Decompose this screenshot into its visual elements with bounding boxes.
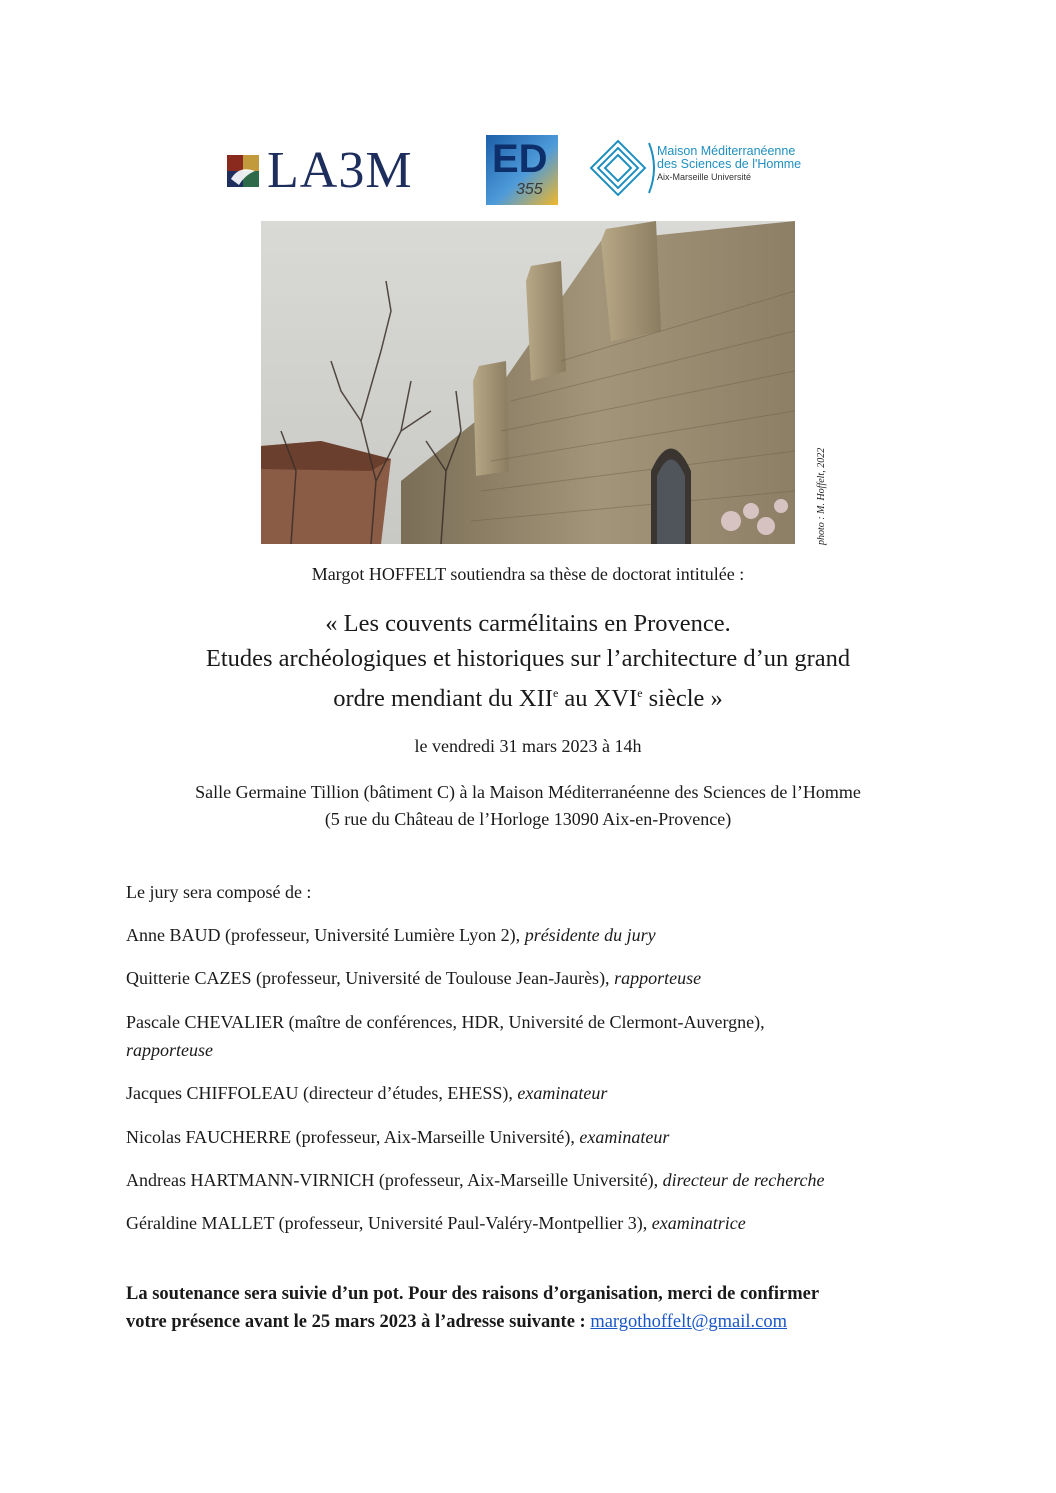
reception-note: [126, 1280, 926, 1336]
note-line2-text: votre présence avant le 25 mars 2023 à l’adresse suivante :: [126, 1312, 591, 1332]
jury-member-role: directeur de recherche: [662, 1170, 825, 1190]
title-superscript: e: [637, 686, 643, 700]
title-part: ordre mendiant du XII: [333, 685, 553, 712]
defense-location: [0, 779, 1056, 833]
jury-member-role: présidente du jury: [524, 925, 656, 945]
mmsh-university: Aix-Marseille Université: [657, 172, 752, 182]
title-superscript: e: [552, 686, 559, 700]
jury-member: [126, 1081, 607, 1106]
jury-heading: Le jury sera composé de :: [126, 882, 312, 902]
intro-text: Margot HOFFELT soutiendra sa thèse de doctorat intitulée :: [311, 564, 745, 584]
jury-member: [126, 923, 656, 948]
mmsh-emblem-icon: [585, 137, 655, 199]
la3m-wordmark: LA3M: [267, 142, 413, 199]
title-part: siècle »: [642, 685, 723, 712]
jury-member-name: Quitterie CAZES (professeur, Université de Toulouse Jean-Jaurès),: [126, 968, 615, 988]
ed-number: 355: [516, 181, 543, 198]
thesis-title-line1: « Les couvents carmélitains en Provence.: [325, 610, 731, 637]
defense-date: le vendredi 31 mars 2023 à 14h: [414, 736, 642, 756]
email-link[interactable]: margothoffelt@gmail.com: [590, 1312, 788, 1332]
convent-photo: [261, 221, 795, 544]
jury-member-name: Andreas HARTMANN-VIRNICH (professeur, Aix-Marseille Université),: [126, 1170, 663, 1190]
jury-member-role: rapporteuse: [126, 1040, 213, 1060]
jury-member-name: Jacques CHIFFOLEAU (directeur d’études, EHESS),: [126, 1083, 518, 1103]
mmsh-name-line2: des Sciences de l'Homme: [657, 157, 802, 171]
jury-member: [126, 966, 701, 991]
jury-member-name: Géraldine MALLET (professeur, Université Paul-Valéry-Montpellier 3),: [126, 1213, 652, 1233]
location-line1: Salle Germaine Tillion (bâtiment C) à la Maison Méditerranéenne des Sciences de l’Homme: [195, 782, 861, 802]
jury-member-name: Pascale CHEVALIER (maître de conférences, HDR, Université de Clermont-Auvergne),: [126, 1012, 765, 1032]
jury-member-name: Nicolas FAUCHERRE (professeur, Aix-Marseille Université),: [126, 1127, 580, 1147]
note-line1: La soutenance sera suivie d’un pot. Pour des raisons d’organisation, merci de confirmer: [126, 1284, 820, 1304]
logos-header: [0, 133, 1056, 208]
mmsh-logo: [585, 137, 835, 199]
thesis-title-line2: Etudes archéologiques et historiques sur l’architecture d’un grand: [205, 645, 851, 672]
mmsh-name-line1: Maison Méditerranéenne: [657, 144, 796, 158]
jury-member-role: examinateur: [579, 1127, 670, 1147]
photo-credit: [802, 425, 827, 545]
jury-member: [126, 1125, 669, 1150]
title-part: au XVI: [558, 685, 638, 712]
thesis-title-line3: [0, 676, 1056, 716]
la3m-logo: [225, 141, 450, 201]
jury-member-role: examinateur: [517, 1083, 608, 1103]
photo-credit-text: photo : M. Hoffelt, 2022: [816, 447, 827, 545]
location-line2: (5 rue du Château de l’Horloge 13090 Aix-en-Provence): [324, 809, 732, 829]
jury-member: [126, 1010, 765, 1035]
jury-member: [126, 1168, 825, 1193]
jury-member-role-continued: [126, 1038, 213, 1063]
jury-member-name: Anne BAUD (professeur, Université Lumière Lyon 2),: [126, 925, 525, 945]
jury-member: [126, 1211, 746, 1236]
ed-letters: ED: [492, 137, 548, 181]
jury-member-role: rapporteuse: [614, 968, 702, 988]
note-line2: [126, 1308, 926, 1336]
ed355-logo: [486, 135, 558, 205]
jury-member-role: examinatrice: [651, 1213, 746, 1233]
thesis-title: [0, 606, 1056, 716]
